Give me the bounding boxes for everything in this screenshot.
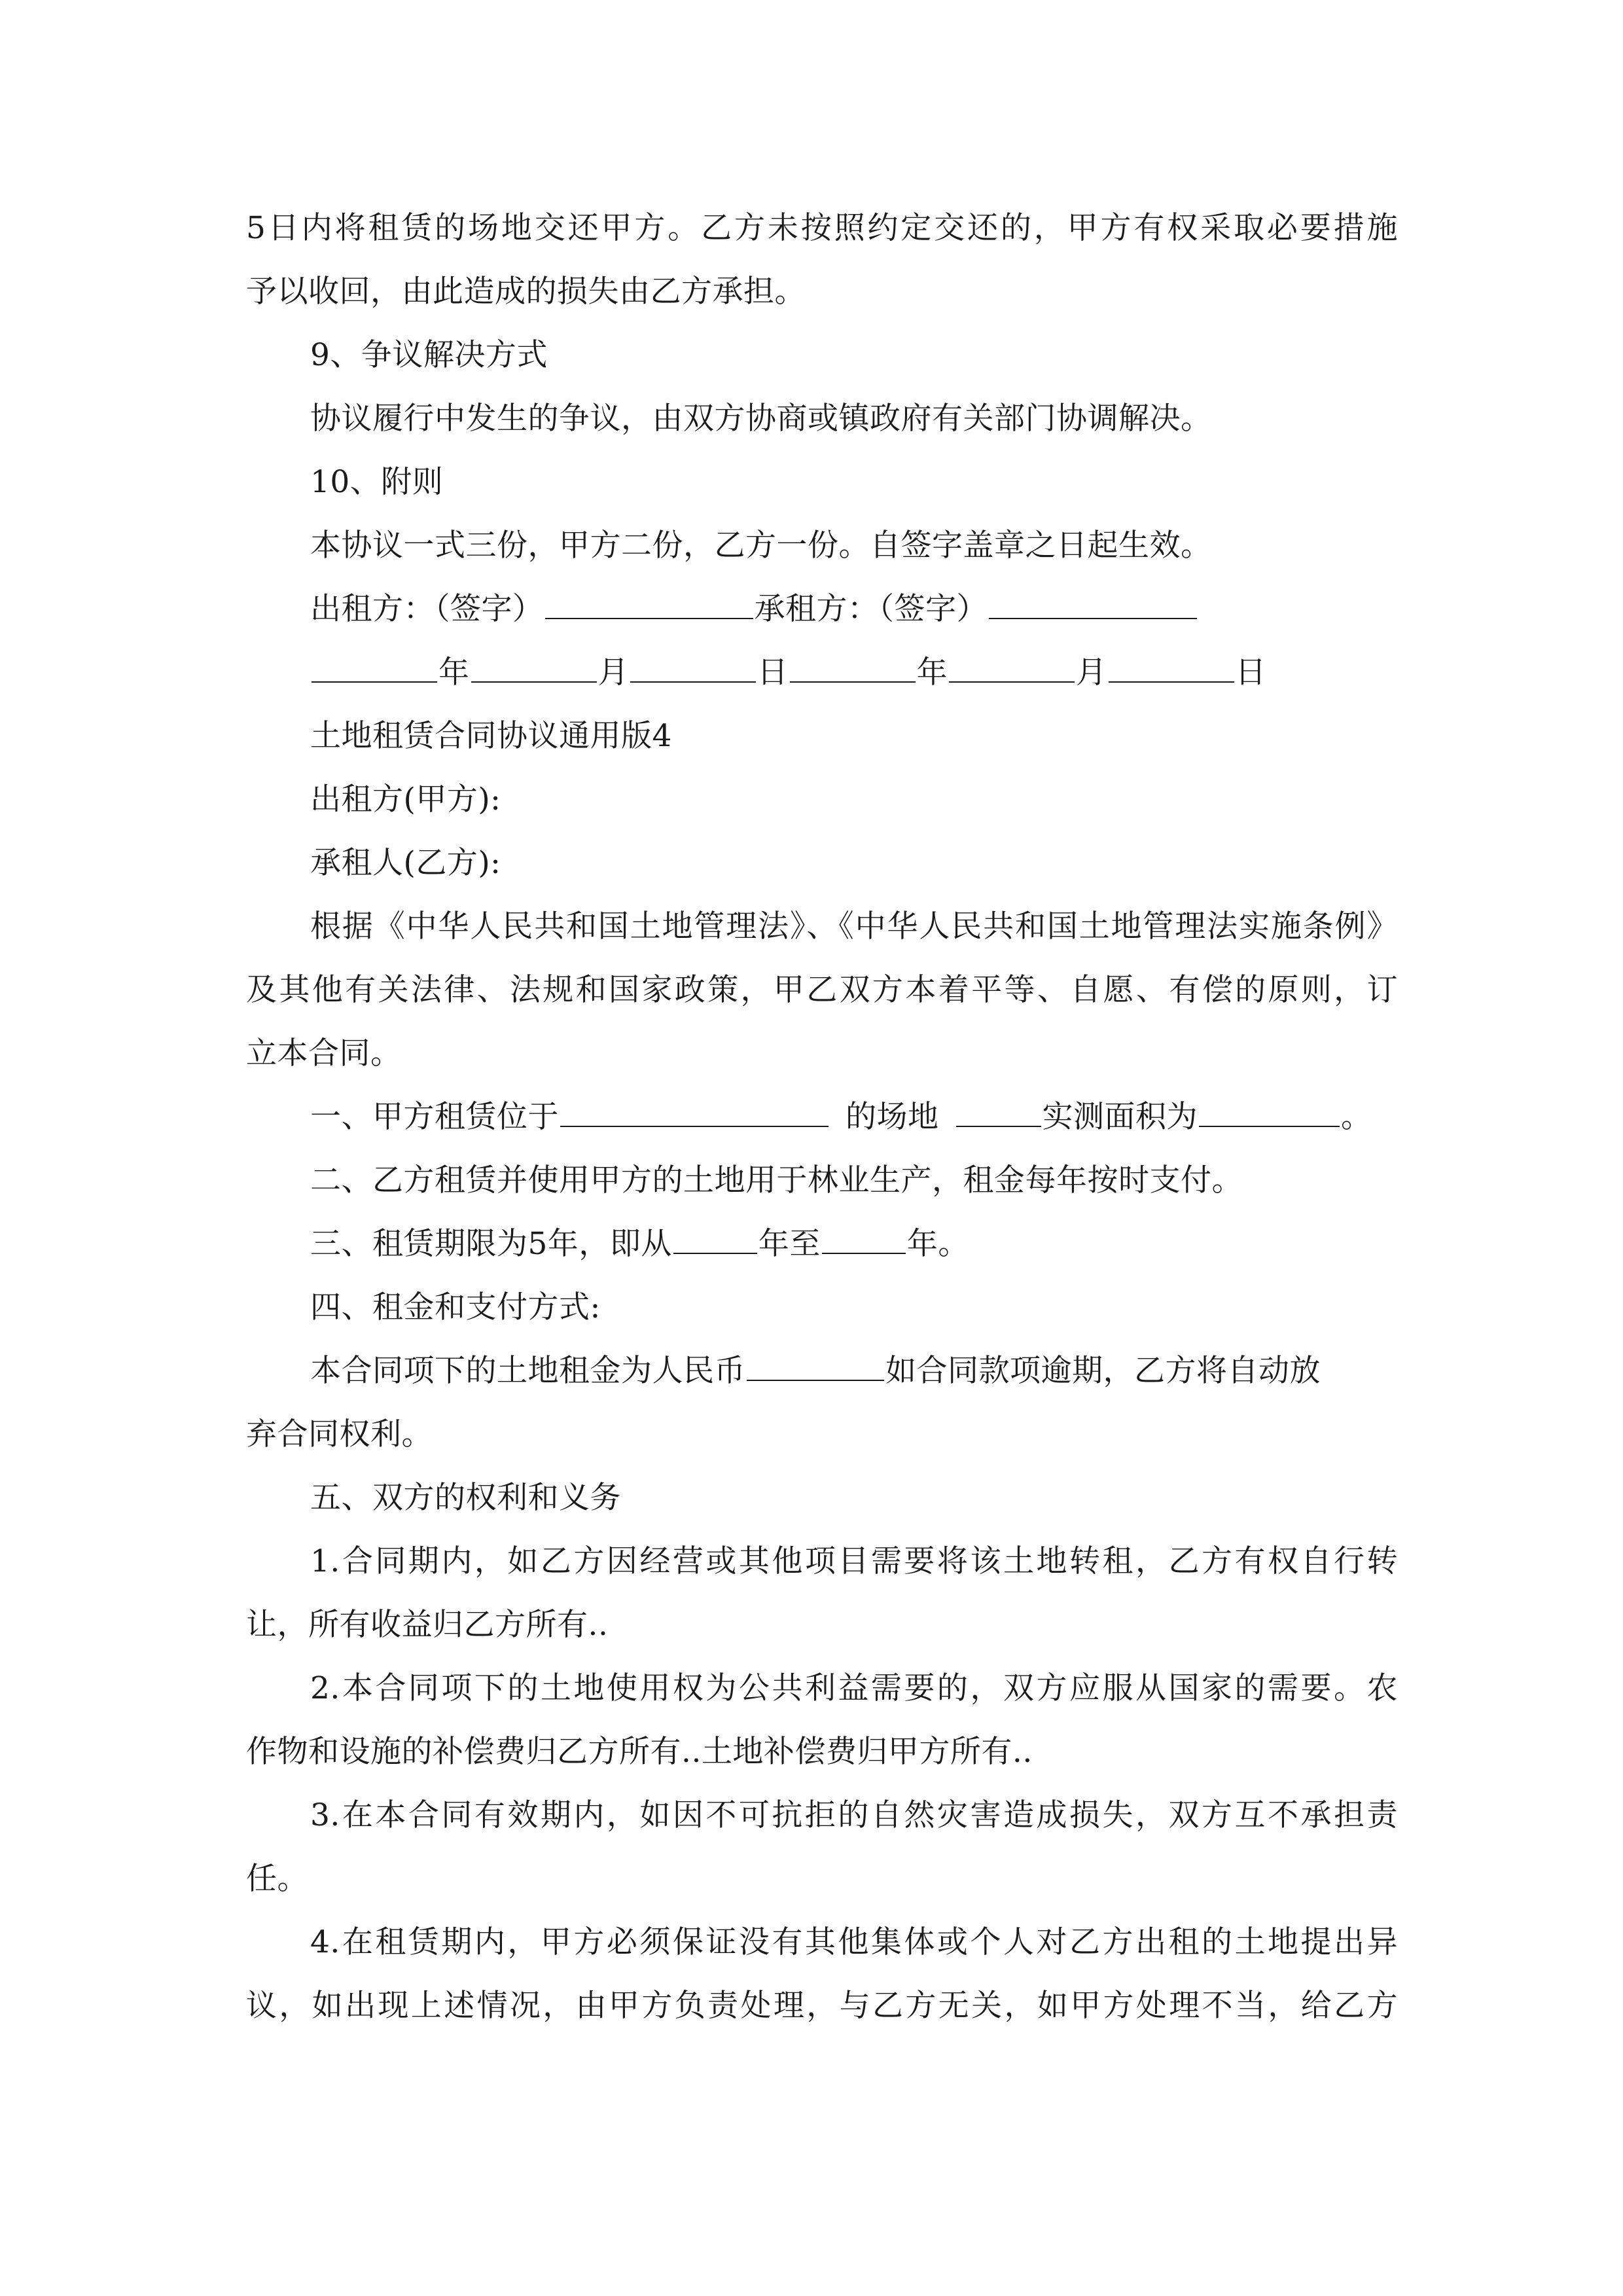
date-blank [471, 655, 597, 683]
area-blank [1199, 1100, 1340, 1127]
text-line: 协议履行中发生的争议，由双方协商或镇政府有关部门协调解决。 [310, 401, 1212, 437]
month-label: 月 [597, 655, 629, 691]
text-line: 立本合同。 [246, 1035, 402, 1071]
clause-5-item: 任。 [246, 1861, 308, 1897]
party-a-label: 出租方(甲方): [310, 781, 501, 817]
text-line: 弃合同权利。 [246, 1416, 433, 1452]
clause-5-item: 1.合同期内，如乙方因经营或其他项目需要将该土地转租，乙方有权自行转 [310, 1543, 1398, 1579]
text-line: 根据《中华人民共和国土地管理法》、《中华人民共和国土地管理法实施条例》 [310, 908, 1398, 944]
lessor-signature-label: 出租方：（签字） [310, 591, 544, 627]
rent-amount-blank [747, 1354, 884, 1381]
clause-1-prefix: 一、甲方租赁位于 [310, 1099, 559, 1135]
end-year-blank [822, 1227, 906, 1254]
date-blank [312, 655, 437, 683]
year-label: 年 [916, 655, 948, 691]
signature-line [310, 577, 1398, 641]
day-label: 日 [1235, 655, 1266, 691]
clause-5-item: 2.本合同项下的土地使用权为公共利益需要的，双方应服从国家的需要。农 [310, 1670, 1398, 1706]
date-blank [1109, 655, 1234, 683]
clause-5-title: 五、双方的权利和义务 [310, 1480, 621, 1516]
clause-1 [310, 1085, 1398, 1149]
section-heading: 9、争议解决方式 [310, 337, 548, 373]
month-label: 月 [1076, 655, 1107, 691]
contract-title: 土地租赁合同协议通用版4 [310, 718, 672, 754]
clause-1-end: 。 [1341, 1099, 1372, 1135]
text-line: 5日内将租赁的场地交还甲方。乙方未按照约定交还的，甲方有权采取必要措施 [246, 210, 1398, 246]
clause-3-mid: 年至 [758, 1226, 821, 1262]
clause-3-end: 年。 [906, 1226, 969, 1262]
section-heading: 10、附则 [310, 464, 444, 500]
clause-1-mid1: 的场地 [846, 1099, 939, 1135]
clause-5-item: 3.在本合同有效期内，如因不可抗拒的自然灾害造成损失，双方互不承担责 [310, 1797, 1398, 1833]
clause-3 [310, 1212, 1398, 1276]
text-line: 本协议一式三份，甲方二份，乙方一份。自签字盖章之日起生效。 [310, 528, 1212, 564]
date-line [310, 641, 1398, 704]
clause-5-item: 4.在租赁期内，甲方必须保证没有其他集体或个人对乙方出租的土地提出异 [310, 1924, 1398, 1960]
year-label: 年 [438, 655, 470, 691]
clause-2: 二、乙方租赁并使用甲方的土地用于林业生产，租金每年按时支付。 [310, 1162, 1243, 1198]
start-year-blank [673, 1227, 757, 1254]
clause-1-mid2: 实测面积为 [1042, 1099, 1198, 1135]
party-b-label: 承租人(乙方): [310, 845, 501, 881]
site-blank [956, 1100, 1041, 1127]
clause-4-text [310, 1339, 1398, 1403]
clause-4-prefix: 本合同项下的土地租金为人民币 [310, 1353, 745, 1389]
text-line: 及其他有关法律、法规和国家政策，甲乙双方本着平等、自愿、有偿的原则，订 [246, 972, 1398, 1008]
clause-4-suffix: 如合同款项逾期，乙方将自动放 [885, 1353, 1321, 1389]
lessee-signature-blank [989, 592, 1197, 619]
text-line: 予以收回，由此造成的损失由乙方承担。 [246, 274, 806, 310]
location-blank [560, 1100, 829, 1127]
date-blank [790, 655, 916, 683]
day-label: 日 [757, 655, 789, 691]
clause-5-item: 让，所有收益归乙方所有.. [246, 1607, 609, 1643]
date-blank [949, 655, 1075, 683]
clause-4-title: 四、租金和支付方式: [310, 1289, 601, 1325]
clause-5-item: 议，如出现上述情况，由甲方负责处理，与乙方无关，如甲方处理不当，给乙方 [246, 1988, 1398, 2024]
date-blank [630, 655, 756, 683]
clause-5-item: 作物和设施的补偿费归乙方所有..土地补偿费归甲方所有.. [246, 1734, 1033, 1770]
clause-3-prefix: 三、租赁期限为5年，即从 [310, 1226, 672, 1262]
lessee-signature-label: 承租方：（签字） [754, 591, 988, 627]
lessor-signature-blank [545, 592, 753, 619]
